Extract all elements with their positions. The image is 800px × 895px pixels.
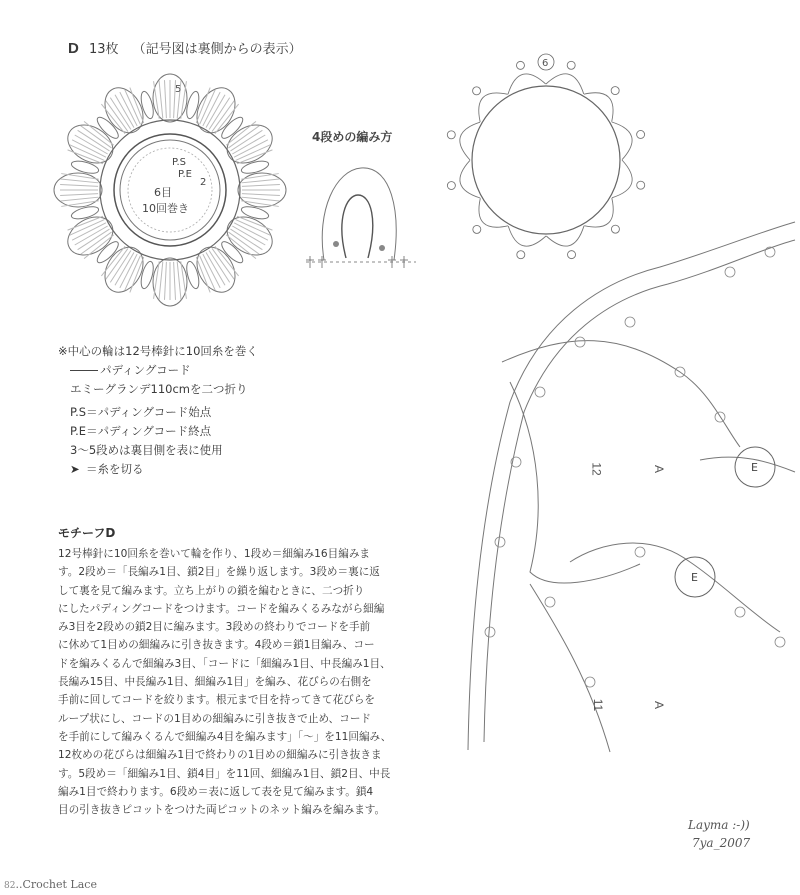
instruction-line: み3目を2段めの鎖2目に編みます。3段めの終わりでコードを手前 (58, 621, 371, 634)
stitch-line (212, 101, 234, 132)
center-line-1: 6目 (154, 186, 172, 199)
chain-loop (535, 387, 545, 397)
net-loop (612, 160, 632, 198)
assembly-diagram (450, 212, 800, 767)
page-footer (4, 878, 97, 891)
note-line-4: P.S＝パディングコード始点 (70, 405, 212, 419)
stitch-line (242, 197, 280, 201)
chain-loop (495, 537, 505, 547)
stitch-line (60, 185, 98, 187)
note-line-3: エミーグランデ110cmを二つ折り (70, 382, 248, 396)
stitch-line (81, 126, 112, 148)
stitch-line (61, 197, 99, 201)
note-line-7-row (58, 460, 258, 479)
instruction-line: 手前に回してコードを絞ります。根元まで目を持ってきて花びらを (58, 694, 375, 707)
stitch-line (81, 232, 112, 254)
pattern-count: 13枚 (88, 42, 119, 57)
stitch-line (174, 262, 176, 300)
stitch-line (242, 194, 280, 196)
round-6-label: 6 (542, 58, 549, 69)
signature-line-2: 7ya_2007 (692, 836, 751, 850)
stitch-line (159, 262, 163, 300)
note-line-6: 3〜5段めは裏目側を表に使用 (70, 443, 223, 457)
stitch-line (165, 80, 167, 118)
picot (611, 87, 619, 95)
chain-loop (575, 337, 585, 347)
center-line-2: 10回巻き (142, 202, 189, 215)
chain-loop (735, 607, 745, 617)
instruction-line: す。5段め＝「細編み1目、鎖4目」を11回、細編み1目、鎖2目、中長 (58, 767, 391, 780)
stitch-line (242, 185, 280, 187)
instruction-line: にしたパディングコードをつけます。コードを編みくるみながら細編 (58, 602, 385, 615)
note-line-5: P.E＝パディングコード終点 (70, 424, 212, 438)
stitch-line (106, 248, 128, 279)
instruction-line: 長編み15目、中長編み1目、細編み1目」を編み、花びらの右側を (58, 676, 372, 689)
stitch-line (228, 232, 259, 254)
picot (447, 131, 455, 139)
page-number: 82 (4, 881, 16, 891)
instruction-line: す。2段め＝「長編み1目、鎖2目」を繰り返します。3段め＝裏に返 (58, 566, 380, 579)
chart-notes (58, 342, 258, 479)
instruction-line: 12枚めの花びらは細編み1目で終わりの1目めの細編みに引き抜きま (58, 749, 382, 762)
stitch-line (60, 194, 98, 196)
stitch-line (165, 262, 167, 300)
e-label-2: E (691, 571, 698, 584)
stitch-line (106, 101, 128, 132)
instruction-line: 編み1目で終わります。6段め＝表に返して表を見て編みます。鎖4 (58, 785, 374, 798)
stitch-line (115, 252, 134, 285)
instruction-line: ドを編みくるんで細編み3目、「コードに「細編み1目、中長編み1目、 (58, 657, 391, 670)
pe-label: P.E (178, 169, 192, 180)
stitch-line (206, 252, 225, 285)
chain-loop (635, 547, 645, 557)
picot (447, 182, 455, 190)
note-line-7: ＝糸を切る (86, 462, 144, 476)
round-4-method-diagram (296, 150, 426, 275)
net-loop (546, 74, 584, 94)
stitch-line (232, 226, 265, 245)
note-line-2: パディングコード (100, 363, 191, 377)
picot (516, 61, 524, 69)
side-label-a1: A (652, 464, 667, 474)
footer-dots: .. (15, 878, 23, 891)
stitch-line (232, 135, 265, 154)
stitch-line (61, 179, 99, 183)
side-label-12: 12 (589, 462, 604, 476)
picot (637, 181, 645, 189)
signature-line-1: Layma :-)) (688, 818, 750, 832)
cut-yarn-arrow-icon: ➤ (70, 462, 80, 476)
motif-instructions (58, 545, 440, 819)
stitch-line (75, 135, 108, 154)
stitch-line (206, 95, 225, 128)
pattern-note: （記号図は裏側からの表示） (132, 42, 302, 57)
note-line-1: ※中心の輪は12号棒針に10回糸を巻く (58, 344, 258, 358)
picot (637, 130, 645, 138)
chain-loop (625, 317, 635, 327)
book-title: Crochet Lace (22, 878, 97, 891)
chain-loop (485, 627, 495, 637)
ps-label: P.S (172, 157, 186, 168)
motif-d-chart (50, 70, 290, 310)
stitch-line (242, 179, 280, 183)
stitch-line (115, 95, 134, 128)
side-label-a2: A (652, 700, 667, 710)
chain-loop (545, 597, 555, 607)
pattern-letter: D (68, 40, 79, 57)
instruction-line: に休めて1目めの細編みに引き抜きます。4段め＝鎖1目編み、コー (58, 639, 375, 652)
net-loop (460, 160, 480, 198)
padding-cord-symbol (70, 370, 98, 371)
instruction-line: して裏を見て編みます。立ち上がりの鎖を編むときに、二つ折り (58, 584, 365, 597)
instruction-line: ループ状にし、コードの1目めの細編みに引き抜きで止め、コード (58, 712, 372, 725)
net-loop (612, 122, 632, 160)
chain-loop (725, 267, 735, 277)
motif-title: モチーフD (58, 526, 116, 540)
chain-loop (585, 677, 595, 687)
round-5-label: 5 (175, 84, 182, 95)
note-line-2-row (58, 361, 258, 380)
stitch-line (177, 262, 181, 300)
picot (567, 61, 575, 69)
method-caption: 4段めの編み方 (312, 130, 393, 144)
chain-loop (775, 637, 785, 647)
instruction-line: 目の引き抜きピコットをつけた両ピコットのネット編みを編みます。 (58, 804, 386, 817)
round-2-label: 2 (200, 177, 207, 188)
instruction-line: を手前にして編みくるんで細編み4目を編みます」「〜」を11回編み、 (58, 730, 392, 743)
picot (473, 87, 481, 95)
net-loop (508, 74, 546, 94)
instruction-line: 12号棒針に10回糸を巻いて輪を作り、1段め＝細編み16目編みま (58, 548, 371, 560)
stitch-line (159, 81, 163, 119)
net-loop (460, 122, 480, 160)
stitch-line (228, 126, 259, 148)
e-label-1: E (751, 461, 758, 474)
side-label-11: 11 (591, 698, 606, 712)
stitch-line (75, 226, 108, 245)
stitch-line (212, 248, 234, 279)
pattern-header (68, 38, 302, 57)
